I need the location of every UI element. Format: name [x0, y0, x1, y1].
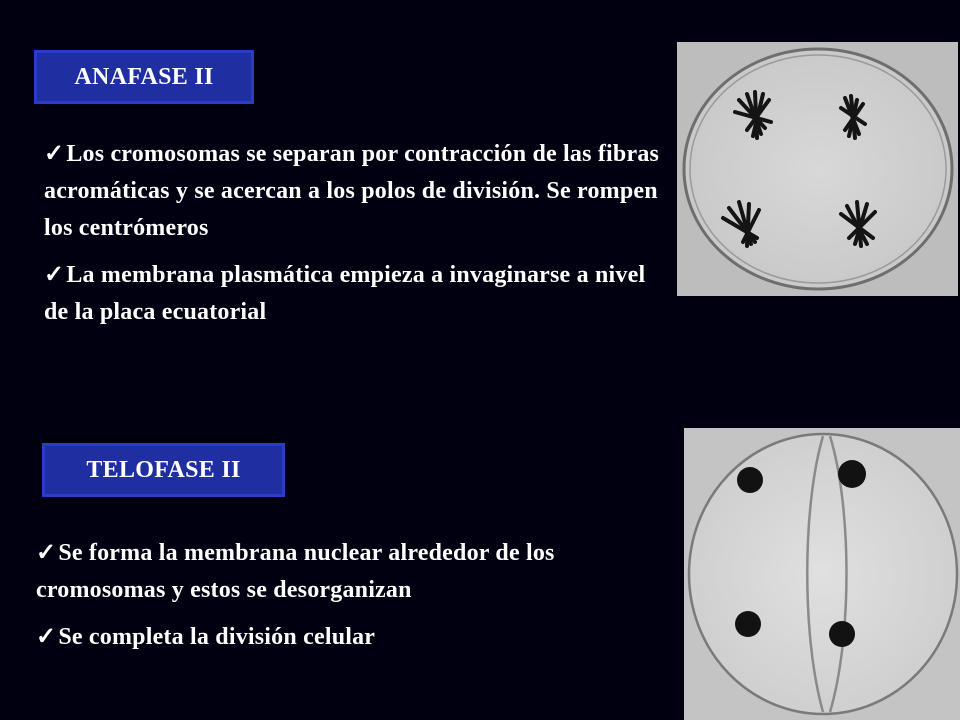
- bullet-text: La membrana plasmática empieza a invaginarse a nivel de la placa ecuatorial: [44, 262, 646, 325]
- telofase-micrograph: [684, 428, 960, 720]
- checkmark-icon: ✓: [44, 262, 65, 288]
- nucleus: [737, 467, 763, 493]
- bullet-text: Los cromosomas se separan por contracción de las fibras acromáticas y se acercan a los polos de división. Se rompen los centrómeros: [44, 141, 660, 241]
- anafase-bullet-list: [44, 136, 674, 341]
- bullet-text: Se completa la división celular: [58, 624, 376, 650]
- nucleus: [838, 460, 866, 488]
- telofase-bullet-list: [36, 535, 676, 666]
- checkmark-icon: ✓: [36, 540, 57, 566]
- nucleus: [829, 621, 855, 647]
- list-item: [44, 257, 674, 331]
- telofase-title: TELOFASE II: [42, 443, 285, 497]
- checkmark-icon: ✓: [44, 141, 65, 167]
- bullet-text: Se forma la membrana nuclear alrededor de los cromosomas y estos se desorganizan: [36, 540, 555, 603]
- list-item: [44, 136, 674, 247]
- list-item: [36, 619, 676, 656]
- anafase-title: ANAFASE II: [34, 50, 254, 104]
- checkmark-icon: ✓: [36, 624, 57, 650]
- list-item: [36, 535, 676, 609]
- nucleus: [735, 611, 761, 637]
- anafase-micrograph: [677, 42, 958, 296]
